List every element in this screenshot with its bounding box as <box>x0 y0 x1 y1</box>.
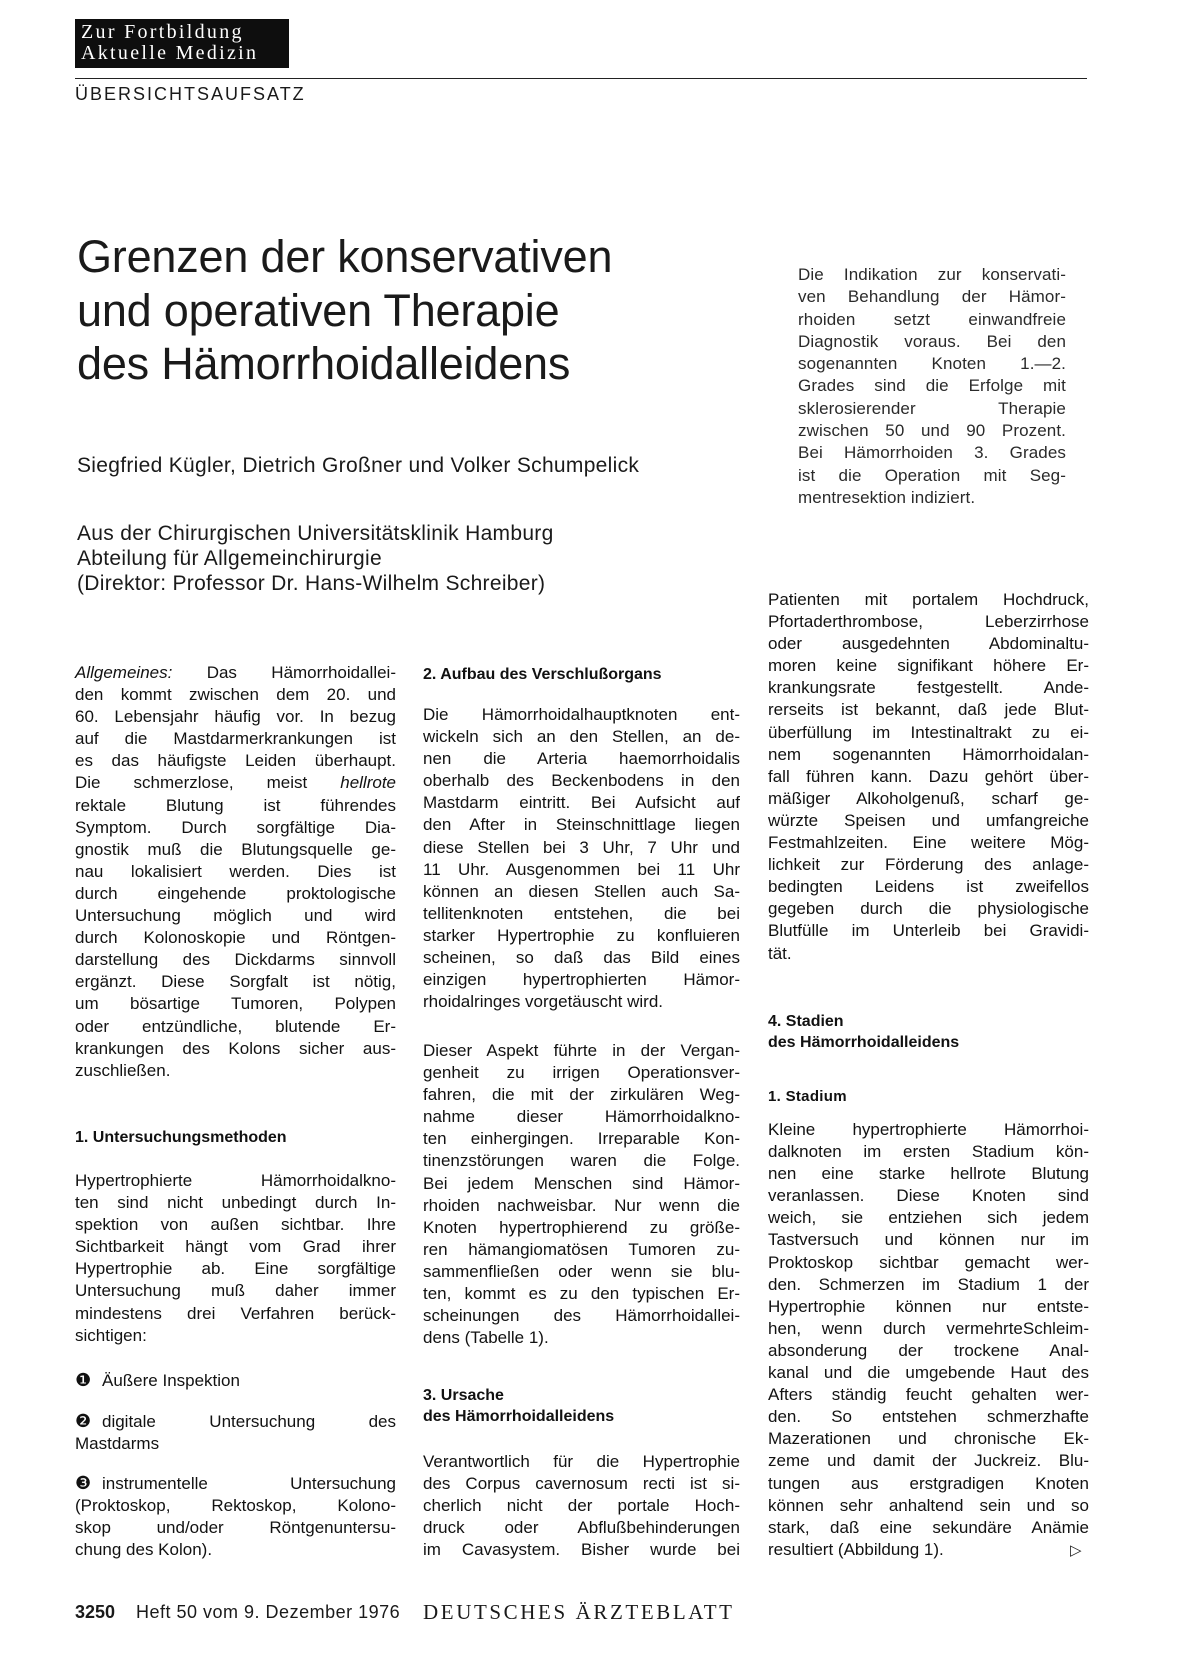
paragraph-line: sichtigen: <box>75 1325 147 1345</box>
page-footer <box>75 1600 775 1624</box>
paragraph-line: resultiert (Abbildung 1). <box>768 1539 944 1559</box>
intro-line: nau lokalisiert werden. Dies ist <box>75 861 396 881</box>
paragraph-line: genheit zu irrigen Operationsver- <box>423 1063 740 1083</box>
intro-line <box>75 772 396 794</box>
cause-paragraph <box>423 1451 740 1561</box>
paragraph-line: Blutfülle im Unterleib bei Gravidi- <box>768 921 1089 941</box>
paragraph-line: zeme und damit der Juckreiz. Blu- <box>768 1451 1089 1471</box>
section-heading <box>423 664 740 685</box>
paragraph-line: Verantwortlich für die Hypertrophie <box>423 1452 740 1471</box>
paragraph-line: Hypertrophierte Hämorrhoidalkno- <box>75 1171 396 1190</box>
intro-line: rektale Blutung ist führendes <box>75 795 396 815</box>
list-line: skop und/oder Röntgenuntersu- <box>75 1518 396 1538</box>
intro-line: um bösartige Tumoren, Polypen <box>75 994 396 1014</box>
paragraph-line: mindestens drei Verfahren berück- <box>75 1303 396 1323</box>
paragraph-line: mäßiger Alkoholgenuß, scharf ge- <box>768 788 1089 808</box>
paragraph-line: nen die Arteria haemorrhoidalis <box>423 749 740 769</box>
summary-line: mentresektion indiziert. <box>798 487 976 507</box>
paragraph-line: dens (Tabelle 1). <box>423 1328 549 1348</box>
heading-line: 3. Ursache <box>423 1387 504 1404</box>
paragraph-line: Dieser Aspekt führte in der Vergan- <box>423 1041 740 1060</box>
summary-line: Bei Hämorrhoiden 3. Grades <box>798 443 1066 463</box>
affiliation-line: (Direktor: Professor Dr. Hans-Wilhelm Schreiber) <box>77 572 546 595</box>
circled-number-2-icon: ❷ <box>75 1411 92 1432</box>
paragraph-line: sammenfließen oder wenn sie blu- <box>423 1261 740 1281</box>
summary-line: Diagnostik voraus. Bei den <box>798 331 1066 351</box>
paragraph-line: 11 Uhr. Ausgenommen bei 11 Uhr <box>423 859 740 879</box>
paragraph-line: absonderung der trockene Anal- <box>768 1340 1089 1360</box>
heading-line: des Hämorrhoidalleidens <box>423 1408 615 1426</box>
paragraph-line: Sichtbarkeit hängt vom Grad ihrer <box>75 1237 396 1257</box>
intro-paragraph <box>75 662 396 1082</box>
subsection-heading <box>768 1086 1089 1108</box>
summary-line: Die Indikation zur konservati- <box>798 265 1066 284</box>
paragraph-line: des Corpus cavernosum recti ist si- <box>423 1474 740 1494</box>
paragraph-line: wickeln sich an den Stellen, an de- <box>423 727 740 747</box>
title-line: Grenzen der konservativen <box>77 231 613 282</box>
paragraph-line: ten einhergingen. Irreparable Kon- <box>423 1129 740 1149</box>
article-title <box>77 230 612 391</box>
methods-list-item <box>75 1473 396 1561</box>
paragraph-line: druck oder Abflußbehinderungen <box>423 1518 740 1538</box>
paragraph-line: können sehr anhaltend sein und so <box>768 1495 1089 1515</box>
intro-line: den kommt zwischen dem 20. und <box>75 685 396 705</box>
subheading-line: 1. Stadium <box>768 1088 847 1105</box>
paragraph-line: im Cavasystem. Bisher wurde bei <box>423 1540 740 1560</box>
paragraph-line: gegeben durch die physiologische <box>768 899 1089 919</box>
summary-line: Grades sind die Erfolge mit <box>798 376 1066 396</box>
methods-list-item <box>75 1370 396 1392</box>
intro-line: Symptom. Durch sorgfältige Dia- <box>75 817 396 837</box>
list-line: Äußere Inspektion <box>102 1371 240 1390</box>
intro-line: gnostik muß die Blutungsquelle ge- <box>75 839 396 859</box>
circled-number-1-icon: ❶ <box>75 1370 92 1391</box>
issue-info: Heft 50 vom 9. Dezember 1976 <box>136 1602 401 1622</box>
text-segment: Die schmerzlose, meist <box>75 773 341 793</box>
stage-paragraph <box>768 1119 1089 1561</box>
title-line: des Hämorrhoidalleidens <box>77 338 571 389</box>
summary-box <box>798 264 1066 509</box>
list-item-text <box>75 1370 396 1392</box>
heading-line: 1. Untersuchungsmethoden <box>75 1129 287 1146</box>
paragraph-line: weich, sie entziehen sich jedem <box>768 1208 1089 1228</box>
paragraph-line: scheinen, so daß das Bild eines <box>423 948 740 968</box>
title-line: und operativen Therapie <box>77 284 560 336</box>
paragraph-line: Mastdarm eintritt. Bei Aufsicht auf <box>423 793 740 813</box>
article-type-label: ÜBERSICHTSAUFSATZ <box>75 84 306 104</box>
intro-line: Untersuchung möglich und wird <box>75 906 396 926</box>
list-line: chung des Kolon). <box>75 1540 213 1560</box>
paragraph-line: starker Hypertrophie zu konfluieren <box>423 925 740 945</box>
paragraph-line: tät. <box>768 943 792 963</box>
paragraph-line: fall führen kann. Dazu gehört über- <box>768 766 1089 786</box>
intro-line: oder entzündliche, blutende Er- <box>75 1016 396 1036</box>
section-label-line: Aktuelle Medizin <box>81 42 259 64</box>
paragraph-line: bedingten Leidens ist zweifellos <box>768 877 1089 897</box>
paragraph-line: tellitenknoten entstehen, die bei <box>423 903 740 923</box>
header-rule <box>75 78 1087 79</box>
circled-number-3-icon: ❸ <box>75 1473 92 1494</box>
paragraph-line: würzte Speisen und umfangreiche <box>768 810 1089 830</box>
anatomy-paragraph <box>423 1040 740 1349</box>
emphasized-text: hellrote <box>340 773 396 793</box>
paragraph-line: hen, wenn durch vermehrteSchleim- <box>768 1318 1089 1338</box>
paragraph-line: diese Stellen bei 3 Uhr, 7 Uhr und <box>423 837 740 857</box>
text-segment: Das Hämorrhoidallei- <box>172 663 396 682</box>
intro-line: durch eingehende proktologische <box>75 883 396 903</box>
paragraph-line: den. So entstehen schmerzhafte <box>768 1407 1089 1427</box>
paragraph-line: den After in Steinschnittlage liegen <box>423 815 740 835</box>
paragraph-line: ten sind nicht unbedingt durch In- <box>75 1193 396 1213</box>
paragraph-line: moren keine signifikant höhere Er- <box>768 656 1089 676</box>
paragraph-line: Patienten mit portalem Hochdruck, <box>768 590 1089 609</box>
paragraph-line: überfüllung im Intestinaltrakt zu ei- <box>768 722 1089 742</box>
paragraph-line: Hypertrophie können nur entste- <box>768 1296 1089 1316</box>
summary-line: zwischen 50 und 90 Prozent. <box>798 421 1066 441</box>
paragraph-line: Bei jedem Menschen sind Hämor- <box>423 1173 740 1193</box>
paragraph-line: Kleine hypertrophierte Hämorrhoi- <box>768 1120 1089 1139</box>
paragraph-line: Hypertrophie ab. Eine sorgfältige <box>75 1259 396 1279</box>
paragraph-line: spektion von außen sichtbar. Ihre <box>75 1215 396 1235</box>
paragraph-line: Mazerationen und chronische Ek- <box>768 1429 1089 1449</box>
author-line: Siegfried Kügler, Dietrich Großner und Volker Schumpelick <box>77 454 640 477</box>
paragraph-line: kanal und die umgebende Haut des <box>768 1363 1089 1383</box>
cause-paragraph-continued <box>768 589 1089 965</box>
paragraph-line: dalknoten im ersten Stadium kön- <box>768 1142 1089 1162</box>
intro-line <box>75 662 396 684</box>
paragraph-line: tinenzstörungen waren die Folge. <box>423 1151 740 1171</box>
methods-list-item <box>75 1411 396 1455</box>
paragraph-line: Afters ständig feucht gehalten wer- <box>768 1385 1089 1405</box>
paragraph-line: rhoidalringes vorgetäuscht wird. <box>423 992 664 1012</box>
list-line: Mastdarms <box>75 1434 160 1454</box>
paragraph-line: nem sogenannten Hämorrhoidalan- <box>768 744 1089 764</box>
paragraph-line: Die Hämorrhoidalhauptknoten ent- <box>423 705 740 724</box>
section-heading <box>423 1385 740 1428</box>
paragraph-line: einzigen hypertrophierten Hämor- <box>423 970 740 990</box>
section-heading <box>75 1127 396 1148</box>
paragraph-line: stark, daß eine sekundäre Anämie <box>768 1517 1089 1537</box>
intro-line: ergänzt. Diese Sorgfalt ist nötig, <box>75 972 396 992</box>
intro-line: auf die Mastdarmerkrankungen ist <box>75 729 396 749</box>
paragraph-line: rerseits ist bekannt, daß jede Blut- <box>768 700 1089 720</box>
paragraph-line: lichkeit zur Förderung des anlage- <box>768 855 1089 875</box>
heading-line: 2. Aufbau des Verschlußorgans <box>423 666 662 683</box>
paragraph-line: scheinungen des Hämorrhoidallei- <box>423 1306 740 1326</box>
paragraph-line: veranlassen. Diese Knoten sind <box>768 1186 1089 1206</box>
list-line: (Proktoskop, Rektoskop, Kolono- <box>75 1496 396 1516</box>
paragraph-line: cherlich nicht der portale Hoch- <box>423 1496 740 1516</box>
paragraph-line: können an diesen Stellen auch Sa- <box>423 881 740 901</box>
list-item-text <box>75 1411 396 1455</box>
affiliation-line: Abteilung für Allgemeinchirurgie <box>77 547 382 570</box>
intro-line: es das häufigste Leiden überhaupt. <box>75 751 396 771</box>
paragraph-line: oberhalb des Beckenbodens in den <box>423 771 740 791</box>
summary-line: rhoiden setzt einwandfreie <box>798 309 1066 329</box>
intro-line: darstellung des Dickdarms sinnvoll <box>75 950 396 970</box>
paragraph-line: krankungsrate festgestellt. Ande- <box>768 678 1089 698</box>
journal-name: DEUTSCHES ÄRZTEBLATT <box>423 1600 735 1624</box>
summary-line: sogenannten Knoten 1.—2. <box>798 354 1066 374</box>
intro-line: krankungen des Kolons sicher aus- <box>75 1038 396 1058</box>
paragraph-line: ren hämangiomatösen Tumoren zu- <box>423 1239 740 1259</box>
summary-line: ven Behandlung der Hämor- <box>798 287 1066 307</box>
intro-line: zuschließen. <box>75 1060 171 1080</box>
heading-line: 4. Stadien <box>768 1013 844 1030</box>
section-label-box <box>75 19 289 68</box>
emphasized-text: Allgemeines: <box>75 663 173 682</box>
paragraph-line: nen eine starke hellrote Blutung <box>768 1164 1089 1184</box>
page-number: 3250 <box>75 1602 116 1622</box>
paragraph-line: rhoiden nachweisbar. Nur wenn die <box>423 1195 740 1215</box>
paragraph-line: Festmahlzeiten. Eine weitere Mög- <box>768 833 1089 853</box>
paragraph-line: Proktoskop sichtbar gemacht wer- <box>768 1252 1089 1272</box>
section-heading <box>768 1011 1089 1054</box>
list-item-text <box>75 1473 396 1561</box>
continue-arrow-icon: ▷ <box>1070 1541 1082 1559</box>
intro-line: durch Kolonoskopie und Röntgen- <box>75 928 396 948</box>
affiliation-line: Aus der Chirurgischen Universitätsklinik Hamburg <box>77 522 554 545</box>
paragraph-line: Untersuchung muß daher immer <box>75 1281 396 1301</box>
paragraph-line: ten, kommt es zu den typischen Er- <box>423 1284 740 1304</box>
intro-line: 60. Lebensjahr häufig vor. In bezug <box>75 707 396 727</box>
summary-line: ist die Operation mit Seg- <box>798 465 1066 485</box>
anatomy-paragraph <box>423 704 740 1013</box>
paragraph-line: tungen aus erstgradigen Knoten <box>768 1473 1089 1493</box>
list-line: digitale Untersuchung des <box>102 1412 396 1431</box>
methods-paragraph <box>75 1170 396 1347</box>
paragraph-line: oder ausgedehnten Abdominaltu- <box>768 634 1089 654</box>
paragraph-line: Knoten hypertrophierend zu größe- <box>423 1217 740 1237</box>
paragraph-line: Pfortaderthrombose, Leberzirrhose <box>768 612 1089 632</box>
list-line: instrumentelle Untersuchung <box>102 1474 396 1493</box>
paragraph-line: fahren, die mit der zirkulären Weg- <box>423 1085 740 1105</box>
summary-line: sklerosierender Therapie <box>798 398 1066 418</box>
affiliation <box>77 521 554 596</box>
paragraph-line: Tastversuch und können nur im <box>768 1230 1089 1250</box>
paragraph-line: nahme dieser Hämorrhoidalkno- <box>423 1107 740 1127</box>
section-label-line: Zur Fortbildung <box>81 21 244 43</box>
paragraph-line: den. Schmerzen im Stadium 1 der <box>768 1274 1089 1294</box>
heading-line: des Hämorrhoidalleidens <box>768 1034 960 1052</box>
